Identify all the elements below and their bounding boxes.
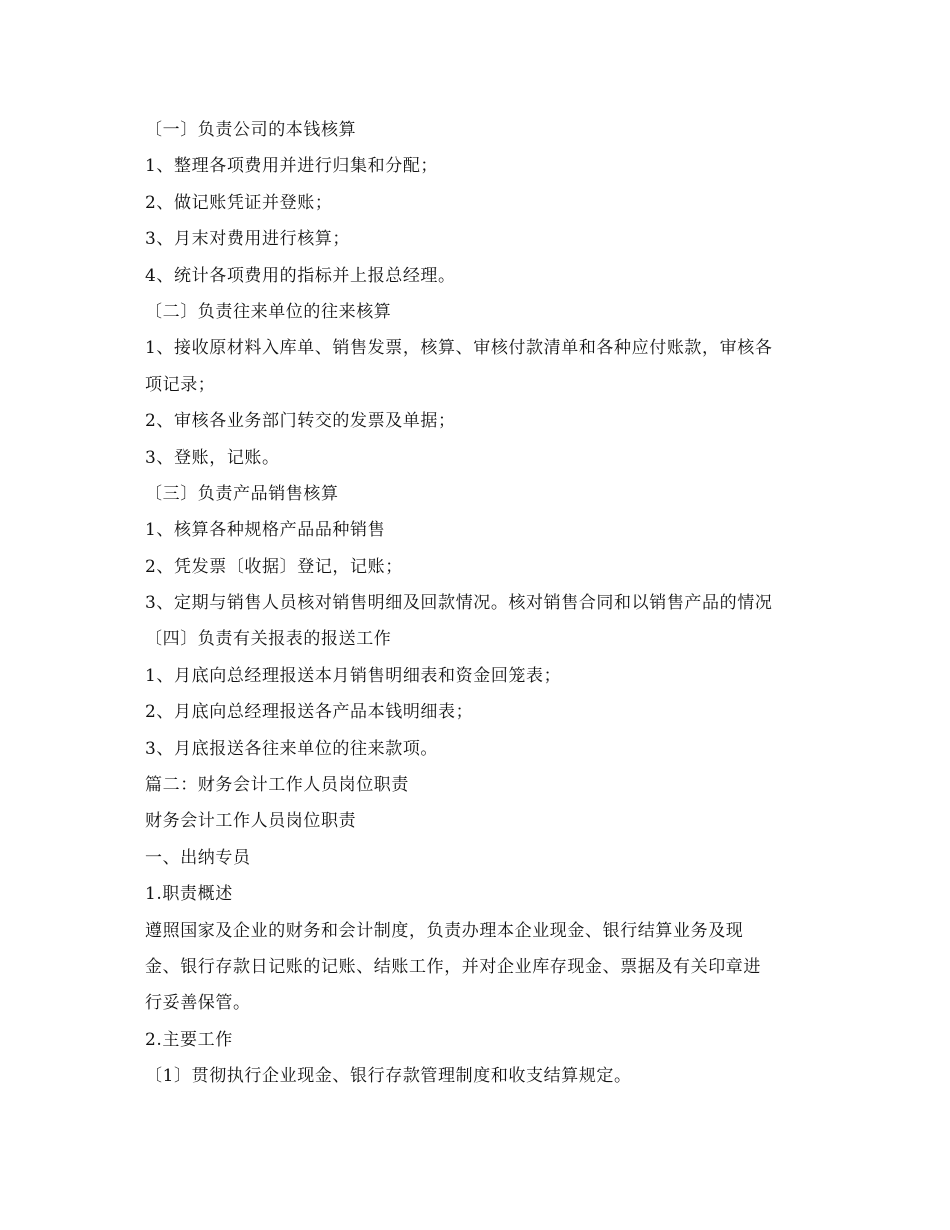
text-line: 4、统计各项费用的指标并上报总经理。	[145, 265, 456, 286]
text-line: 1、月底向总经理报送本月销售明细表和资金回笼表；	[145, 665, 562, 686]
text-line: 1、整理各项费用并进行归集和分配；	[145, 156, 439, 177]
section-heading-accounts: 〔二〕负责往来单位的往来核算	[145, 301, 392, 322]
section-heading-sales: 〔三〕负责产品销售核算	[145, 483, 339, 504]
text-line: 3、月末对费用进行核算；	[145, 229, 351, 250]
section-heading-reports: 〔四〕负责有关报表的报送工作	[145, 629, 392, 650]
text-line: 3、定期与销售人员核对销售明细及回款情况。核对销售合同和以销售产品的情况	[145, 593, 773, 614]
text-line: 行妥善保管。	[145, 993, 251, 1014]
subheading-overview: 1.职责概述	[145, 884, 233, 905]
text-line: 2、凭发票〔收据〕登记，记账；	[145, 556, 403, 577]
text-line: 项记录；	[145, 374, 216, 395]
text-line: 金、银行存款日记账的记账、结账工作，并对企业库存现金、票据及有关印章进	[145, 956, 761, 977]
text-line: 3、登账，记账。	[145, 447, 280, 468]
document-title: 财务会计工作人员岗位职责	[145, 811, 357, 832]
subheading-main-work: 2.主要工作	[145, 1029, 233, 1050]
text-line: 遵照国家及企业的财务和会计制度，负责办理本企业现金、银行结算业务及现	[145, 920, 744, 941]
section-heading-cost-accounting: 〔一〕负责公司的本钱核算	[145, 120, 357, 140]
text-line: 2、审核各业务部门转交的发票及单据；	[145, 411, 456, 432]
text-line: 1、接收原材料入库单、销售发票，核算、审核付款清单和各种应付账款，审核各	[145, 338, 773, 359]
text-line: 2、做记账凭证并登账；	[145, 192, 333, 213]
section-heading-cashier: 一、出纳专员	[145, 847, 251, 868]
text-line: 1、核算各种规格产品品种销售	[145, 520, 386, 541]
document-body	[145, 112, 825, 1095]
text-line: 2、月底向总经理报送各产品本钱明细表；	[145, 702, 474, 723]
text-line: 〔1〕贯彻执行企业现金、银行存款管理制度和收支结算规定。	[145, 1066, 632, 1087]
chapter-title: 篇二：财务会计工作人员岗位职责	[145, 775, 409, 796]
text-line: 3、月底报送各往来单位的往来款项。	[145, 738, 439, 759]
